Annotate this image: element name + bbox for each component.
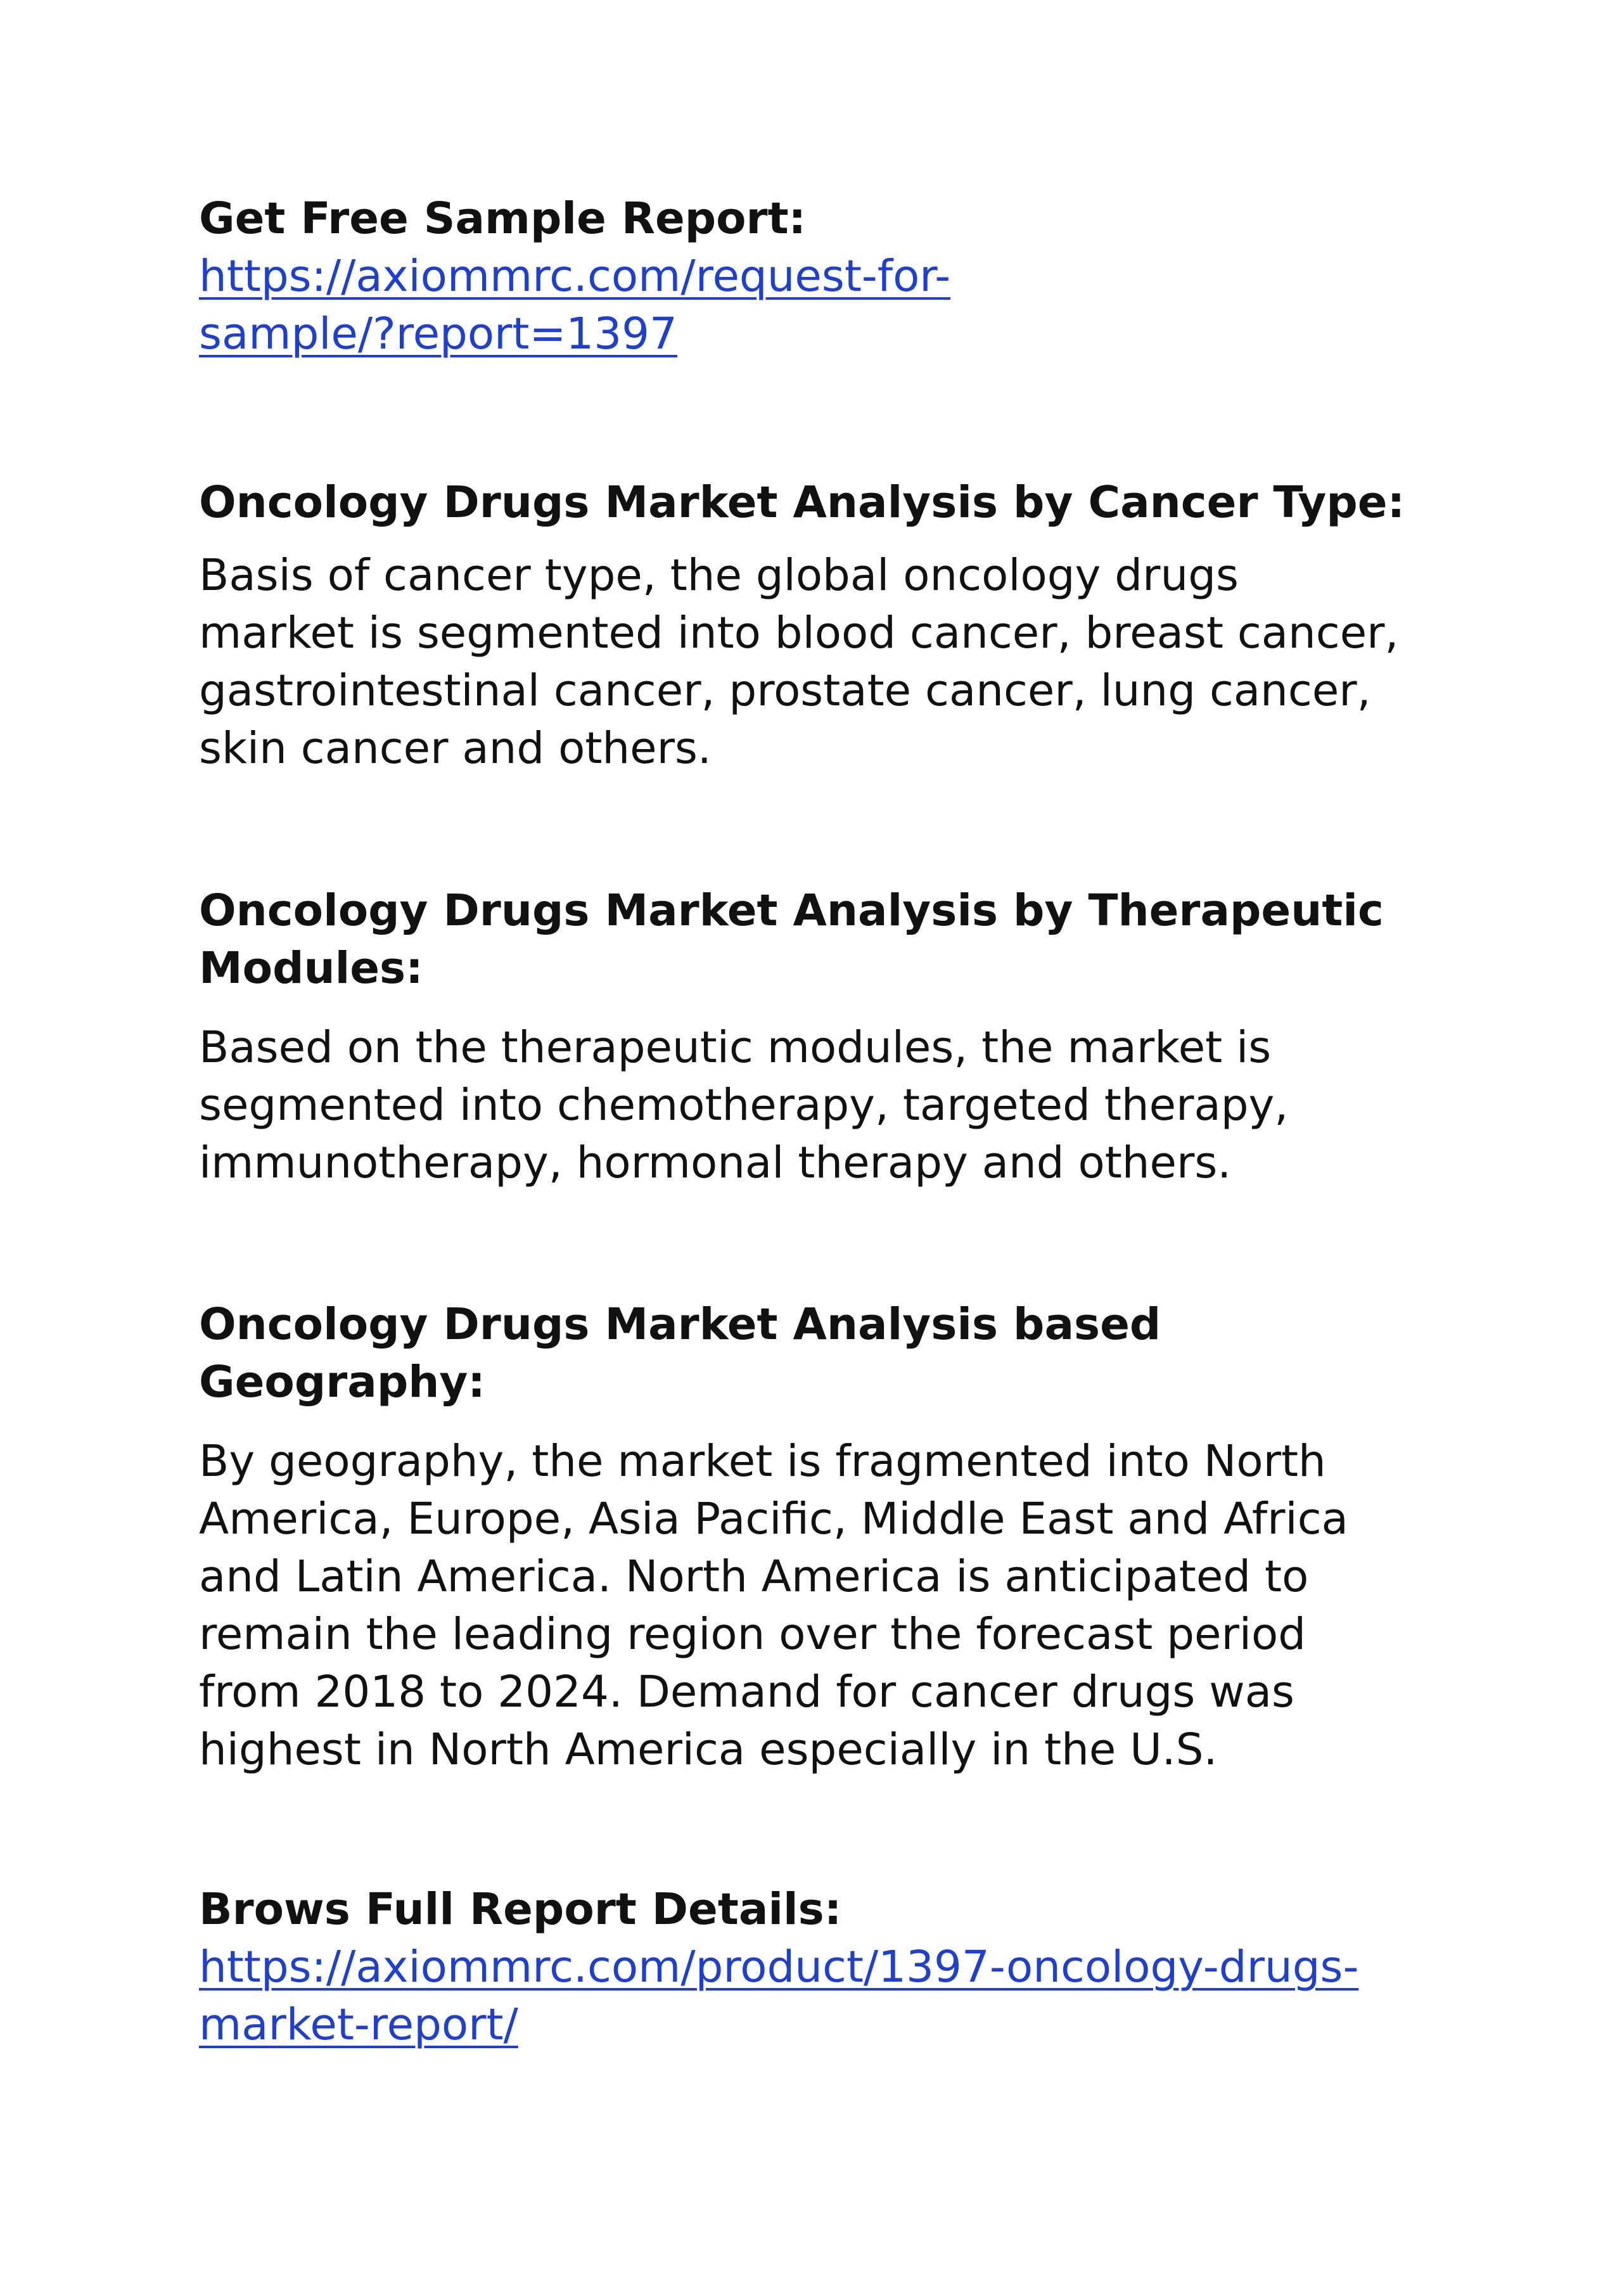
sample-report-heading: Get Free Sample Report: — [199, 193, 807, 244]
full-report-section — [199, 1881, 1441, 2054]
cancer-type-section — [199, 474, 1441, 778]
therapeutic-heading: Oncology Drugs Market Analysis by Therapeutic Modules: — [199, 885, 1384, 994]
sample-report-section — [199, 190, 1441, 363]
cancer-type-body: Basis of cancer type, the global oncology drugs market is segmented into blood cancer, breast cancer, gastrointestinal cancer, prostate cancer, lung cancer, skin cancer and others. — [199, 550, 1399, 774]
geography-section — [199, 1296, 1441, 1779]
therapeutic-body: Based on the therapeutic modules, the market is segmented into chemotherapy, targeted therapy, immunotherapy, hormonal therapy and others. — [199, 1022, 1289, 1188]
geography-body: By geography, the market is fragmented into North America, Europe, Asia Pacific, Middle East and Africa and Latin America. North America is anticipated to remain the leading region over the forecast period from 2018 to 2024. Demand for cancer drugs was highest in North America especially in the U.S. — [199, 1436, 1348, 1775]
cancer-type-heading: Oncology Drugs Market Analysis by Cancer Type: — [199, 477, 1405, 528]
geography-heading: Oncology Drugs Market Analysis based Geography: — [199, 1299, 1161, 1408]
sample-report-link[interactable]: https://axiommrc.com/request-for- sample/?report=1397 — [199, 251, 951, 359]
full-report-heading: Brows Full Report Details: — [199, 1884, 842, 1935]
therapeutic-section — [199, 882, 1441, 1192]
full-report-link[interactable]: https://axiommrc.com/product/1397-oncology-drugs- market-report/ — [199, 1942, 1359, 2050]
